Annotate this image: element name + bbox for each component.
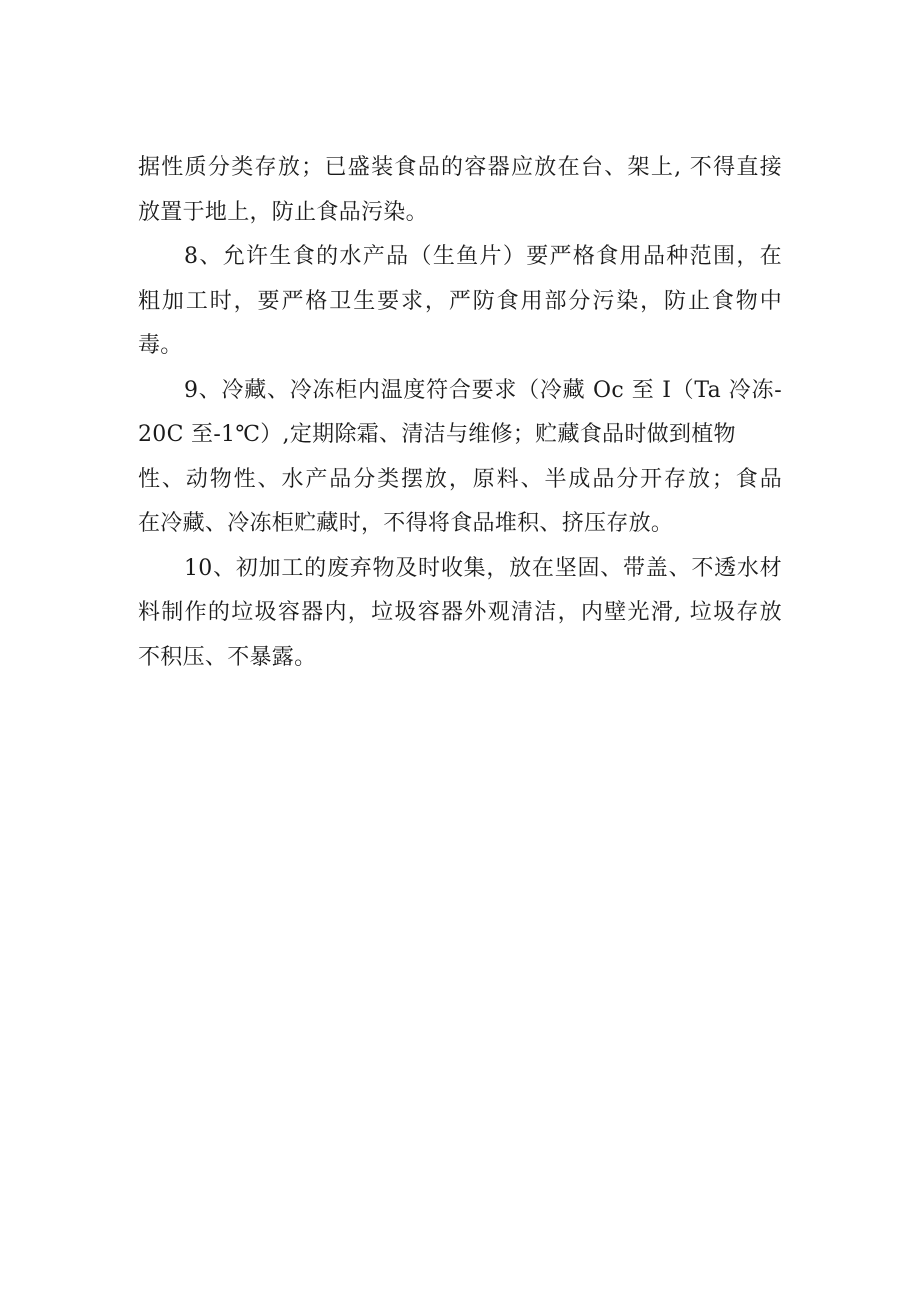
text-line: 据性质分类存放；已盛装食品的容器应放在台、架上, 不得直接 (138, 155, 782, 180)
text-line: 毒。 (138, 333, 183, 358)
text-line: 性、动物性、水产品分类摆放，原料、半成品分开存放；食品 (138, 466, 782, 492)
text-line: 20C 至-1℃）,定期除霜、清洁与维修；贮藏食品时做到植物 (138, 422, 736, 447)
text-line: 料制作的垃圾容器内，垃圾容器外观清洁，内壁光滑, 垃圾存放 (138, 600, 782, 625)
paragraph-10-start: 10、初加工的废弃物及时收集，放在坚固、带盖、不透水材 (184, 555, 782, 581)
document-body (138, 146, 782, 680)
paragraph-9-start: 9、冷藏、冷冻柜内温度符合要求（冷藏 Oc 至 I（Ta 冷冻- (184, 377, 782, 403)
text-line: 在冷藏、冷冻柜贮藏时，不得将食品堆积、挤压存放。 (138, 511, 674, 536)
text-line: 放置于地上，防止食品污染。 (138, 199, 428, 225)
text-line: 不积压、不暴露。 (138, 644, 317, 670)
text-line: 粗加工时，要严格卫生要求，严防食用部分污染，防止食物中 (138, 288, 782, 314)
paragraph-8-start: 8、允许生食的水产品（生鱼片）要严格食用品种范围，在 (184, 244, 782, 269)
